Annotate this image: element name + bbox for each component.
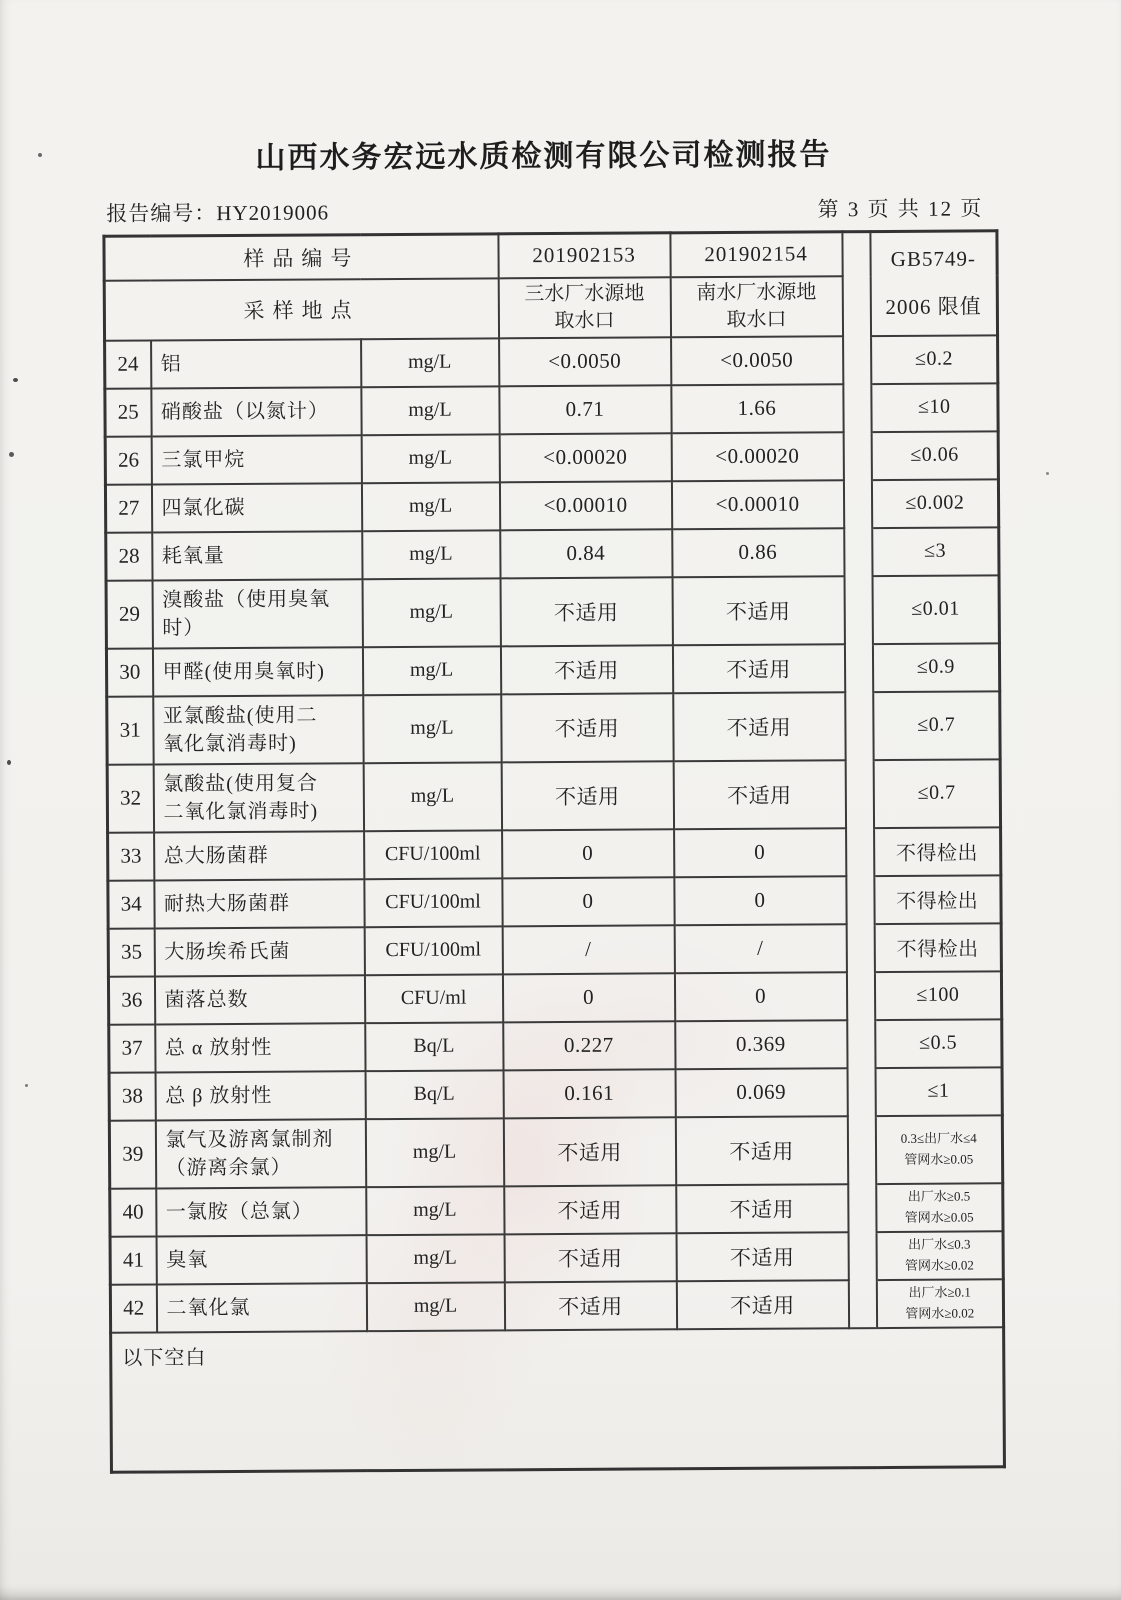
sample1-value-cell: 不适用 xyxy=(500,577,672,646)
parameter-name-cell: 氯酸盐(使用复合二氧化氯消毒时) xyxy=(153,763,363,832)
limit-cell: 不得检出 xyxy=(874,875,1001,924)
table-row xyxy=(108,875,1001,928)
sample1-value-cell: 不适用 xyxy=(500,645,672,694)
row-number-cell: 36 xyxy=(108,976,154,1024)
limit-cell: 出厂水≥0.1 管网水≥0.02 xyxy=(876,1279,1003,1328)
sample2-value-cell: <0.00010 xyxy=(671,480,843,529)
limit-standard-name: GB5749- xyxy=(890,246,976,271)
gap-column-cell xyxy=(842,276,870,336)
report-number: 报告编号：HY2019006 xyxy=(106,200,330,226)
sample1-value-cell: / xyxy=(502,925,674,974)
unit-cell: mg/L xyxy=(361,386,499,435)
table-row xyxy=(109,1019,1002,1072)
limit-cell: 不得检出 xyxy=(874,923,1001,972)
row-number-cell: 39 xyxy=(109,1120,155,1188)
sample2-value-cell: 0 xyxy=(674,828,846,877)
limit-cell: ≤0.7 xyxy=(873,759,1000,828)
limit-cell: ≤0.002 xyxy=(871,479,998,528)
limit-cell: ≤0.9 xyxy=(872,643,999,692)
sample1-value-cell: 不适用 xyxy=(501,693,673,762)
limit-cell: 出厂水≥0.5 管网水≥0.05 xyxy=(876,1183,1003,1232)
parameter-name-cell: 总 β 放射性 xyxy=(155,1071,365,1120)
unit-cell: CFU/100ml xyxy=(364,878,502,927)
sample2-value-cell: 不适用 xyxy=(676,1232,848,1281)
row-number-cell: 31 xyxy=(107,696,153,764)
gap-column-cell xyxy=(844,644,872,692)
parameter-name-cell: 臭氧 xyxy=(156,1235,366,1284)
parameter-name-cell: 亚氯酸盐(使用二氧化氯消毒时) xyxy=(153,695,363,764)
parameter-name-cell: 总大肠菌群 xyxy=(154,831,364,880)
gap-column-cell xyxy=(847,1068,875,1116)
unit-cell: mg/L xyxy=(366,1234,504,1283)
sample1-value-cell: 不适用 xyxy=(504,1233,676,1282)
limit-header-cell xyxy=(870,231,998,336)
table-row xyxy=(109,1115,1002,1188)
sample1-value-cell: <0.00020 xyxy=(499,433,671,482)
sample1-value-cell: 0.84 xyxy=(500,529,672,578)
row-number-cell: 37 xyxy=(109,1024,155,1072)
limit-cell: ≤0.5 xyxy=(875,1019,1002,1068)
gap-column-cell xyxy=(848,1184,876,1232)
sample2-value-cell: 不适用 xyxy=(672,576,844,645)
sample2-value-cell: 0.369 xyxy=(675,1020,847,1069)
parameter-name-cell: 溴酸盐（使用臭氧时） xyxy=(152,579,362,648)
row-number-cell: 40 xyxy=(110,1188,156,1236)
table-row xyxy=(106,527,999,580)
parameter-name-cell: 氯气及游离氯制剂（游离余氯） xyxy=(155,1119,365,1188)
parameter-name-cell: 耐热大肠菌群 xyxy=(154,879,364,928)
row-number-cell: 29 xyxy=(106,580,152,648)
parameter-name-cell: 耗氧量 xyxy=(152,531,362,580)
gap-column-cell xyxy=(846,876,874,924)
limit-cell: ≤0.06 xyxy=(871,431,998,480)
unit-cell: mg/L xyxy=(366,1186,504,1235)
unit-cell: Bq/L xyxy=(365,1022,503,1071)
limit-cell: ≤3 xyxy=(872,527,999,576)
location-label-cell: 采样地点 xyxy=(104,278,498,340)
row-number-cell: 25 xyxy=(105,388,151,436)
gap-column-cell xyxy=(844,576,872,644)
parameter-name-cell: 三氯甲烷 xyxy=(151,435,361,484)
gap-column-cell xyxy=(842,232,870,276)
sample2-value-cell: 不适用 xyxy=(673,692,845,761)
sample1-value-cell: 0.227 xyxy=(503,1021,675,1070)
sample1-value-cell: 不适用 xyxy=(504,1281,676,1330)
report-meta-row xyxy=(106,192,983,227)
row-number-cell: 28 xyxy=(106,532,152,580)
table-row xyxy=(105,479,998,532)
table-row xyxy=(110,1231,1003,1284)
sample1-value-cell: <0.0050 xyxy=(499,337,671,386)
unit-cell: CFU/ml xyxy=(364,974,502,1023)
row-number-cell: 27 xyxy=(105,484,151,532)
gap-column-cell xyxy=(843,432,871,480)
row-number-cell: 24 xyxy=(105,340,151,388)
gap-column-cell xyxy=(846,924,874,972)
unit-cell: mg/L xyxy=(365,1118,503,1187)
table-row xyxy=(109,1067,1002,1120)
parameter-name-cell: 菌落总数 xyxy=(154,975,364,1024)
table-row xyxy=(107,759,1000,832)
table-row xyxy=(105,335,998,388)
sample2-value-cell: 0.069 xyxy=(675,1068,847,1117)
limit-cell: 0.3≤出厂水≤4 管网水≥0.05 xyxy=(875,1115,1002,1184)
unit-cell: mg/L xyxy=(362,578,500,647)
results-table xyxy=(102,229,1006,1473)
table-row xyxy=(110,1183,1003,1236)
unit-cell: mg/L xyxy=(361,434,499,483)
sample2-value-cell: 不适用 xyxy=(672,644,844,693)
limit-cell: ≤0.7 xyxy=(873,691,1000,760)
table-row xyxy=(106,643,999,696)
unit-cell: mg/L xyxy=(362,646,500,695)
sample2-value-cell: 1.66 xyxy=(671,384,843,433)
limit-header-text xyxy=(873,237,994,330)
limit-cell: ≤100 xyxy=(874,971,1001,1020)
table-row xyxy=(110,1279,1003,1332)
sample2-value-cell: 0.86 xyxy=(672,528,844,577)
row-number-cell: 30 xyxy=(106,648,152,696)
unit-cell: mg/L xyxy=(361,338,499,387)
unit-cell: CFU/100ml xyxy=(364,830,502,879)
sample1-value-cell: <0.00010 xyxy=(499,481,671,530)
sample-id-cell: 201902153 xyxy=(498,233,670,278)
results-table-wrap xyxy=(102,229,1006,1473)
table-row xyxy=(105,431,998,484)
sample1-value-cell: 0 xyxy=(502,829,674,878)
sample1-value-cell: 不适用 xyxy=(501,761,673,830)
sample2-value-cell: <0.0050 xyxy=(671,336,843,385)
sample2-value-cell: 不适用 xyxy=(675,1116,847,1185)
unit-cell: mg/L xyxy=(366,1282,504,1331)
page-indicator: 第 3 页 共 12 页 xyxy=(817,196,984,222)
gap-column-cell xyxy=(845,692,873,760)
parameter-name-cell: 四氯化碳 xyxy=(151,483,361,532)
row-number-cell: 38 xyxy=(109,1072,155,1120)
parameter-name-cell: 大肠埃希氏菌 xyxy=(154,927,364,976)
sample-no-label-cell: 样品编号 xyxy=(104,234,498,280)
row-number-cell: 26 xyxy=(105,436,151,484)
unit-cell: mg/L xyxy=(361,482,499,531)
row-number-cell: 41 xyxy=(110,1236,156,1284)
sample2-value-cell: 不适用 xyxy=(676,1184,848,1233)
sample2-value-cell: 不适用 xyxy=(676,1280,848,1329)
gap-column-cell xyxy=(847,1020,875,1068)
gap-column-cell xyxy=(843,384,871,432)
gap-column-cell xyxy=(843,336,871,384)
table-row xyxy=(108,971,1001,1024)
gap-column-cell xyxy=(844,528,872,576)
row-number-cell: 32 xyxy=(107,764,153,832)
unit-cell: CFU/100ml xyxy=(364,926,502,975)
sample2-value-cell: / xyxy=(674,924,846,973)
table-row xyxy=(107,691,1000,764)
gap-column-cell xyxy=(843,480,871,528)
sample2-value-cell: <0.00020 xyxy=(671,432,843,481)
unit-cell: mg/L xyxy=(363,762,501,831)
row-number-cell: 34 xyxy=(108,880,154,928)
parameter-name-cell: 甲醛(使用臭氧时) xyxy=(152,647,362,696)
row-number-cell: 33 xyxy=(108,832,154,880)
table-row xyxy=(108,827,1001,880)
limit-standard-year: 2006 限值 xyxy=(885,293,982,319)
gap-column-cell xyxy=(847,1116,875,1184)
unit-cell: mg/L xyxy=(363,694,501,763)
location-cell: 南水厂水源地 取水口 xyxy=(670,276,842,337)
sample1-value-cell: 0.161 xyxy=(503,1069,675,1118)
unit-cell: mg/L xyxy=(362,530,500,579)
limit-cell: ≤0.01 xyxy=(872,575,999,644)
table-row xyxy=(108,923,1001,976)
sample-id-cell: 201902154 xyxy=(670,232,842,277)
parameter-name-cell: 一氯胺（总氯） xyxy=(156,1187,366,1236)
table-row xyxy=(105,383,998,436)
limit-cell: ≤0.2 xyxy=(871,335,998,384)
row-number-cell: 35 xyxy=(108,928,154,976)
row-number-cell: 42 xyxy=(110,1284,156,1332)
blank-row xyxy=(111,1327,1005,1472)
parameter-name-cell: 铝 xyxy=(151,339,361,388)
sample2-value-cell: 0 xyxy=(674,876,846,925)
sample1-value-cell: 0 xyxy=(502,973,674,1022)
sample1-value-cell: 不适用 xyxy=(503,1117,675,1186)
limit-cell: 出厂水≤0.3 管网水≥0.02 xyxy=(876,1231,1003,1280)
parameter-name-cell: 二氧化氯 xyxy=(156,1283,366,1332)
report-title: 山西水务宏远水质检测有限公司检测报告 xyxy=(255,138,832,175)
gap-column-cell xyxy=(845,760,873,828)
gap-column-cell xyxy=(848,1280,876,1328)
sample2-value-cell: 0 xyxy=(674,972,846,1021)
gap-column-cell xyxy=(846,828,874,876)
sample1-value-cell: 0.71 xyxy=(499,385,671,434)
parameter-name-cell: 硝酸盐（以氮计） xyxy=(151,387,361,436)
limit-cell: ≤10 xyxy=(871,383,998,432)
table-row xyxy=(106,575,999,648)
blank-note-cell: 以下空白 xyxy=(111,1327,1005,1472)
location-cell: 三水厂水源地 取水口 xyxy=(498,277,670,338)
gap-column-cell xyxy=(848,1232,876,1280)
gap-column-cell xyxy=(846,972,874,1020)
header-row-sample-no xyxy=(104,231,997,280)
header-row-location xyxy=(104,275,997,340)
limit-cell: 不得检出 xyxy=(874,827,1001,876)
sample1-value-cell: 0 xyxy=(502,877,674,926)
unit-cell: Bq/L xyxy=(365,1070,503,1119)
sample1-value-cell: 不适用 xyxy=(504,1185,676,1234)
parameter-name-cell: 总 α 放射性 xyxy=(155,1023,365,1072)
sample2-value-cell: 不适用 xyxy=(673,760,845,829)
limit-cell: ≤1 xyxy=(875,1067,1002,1116)
